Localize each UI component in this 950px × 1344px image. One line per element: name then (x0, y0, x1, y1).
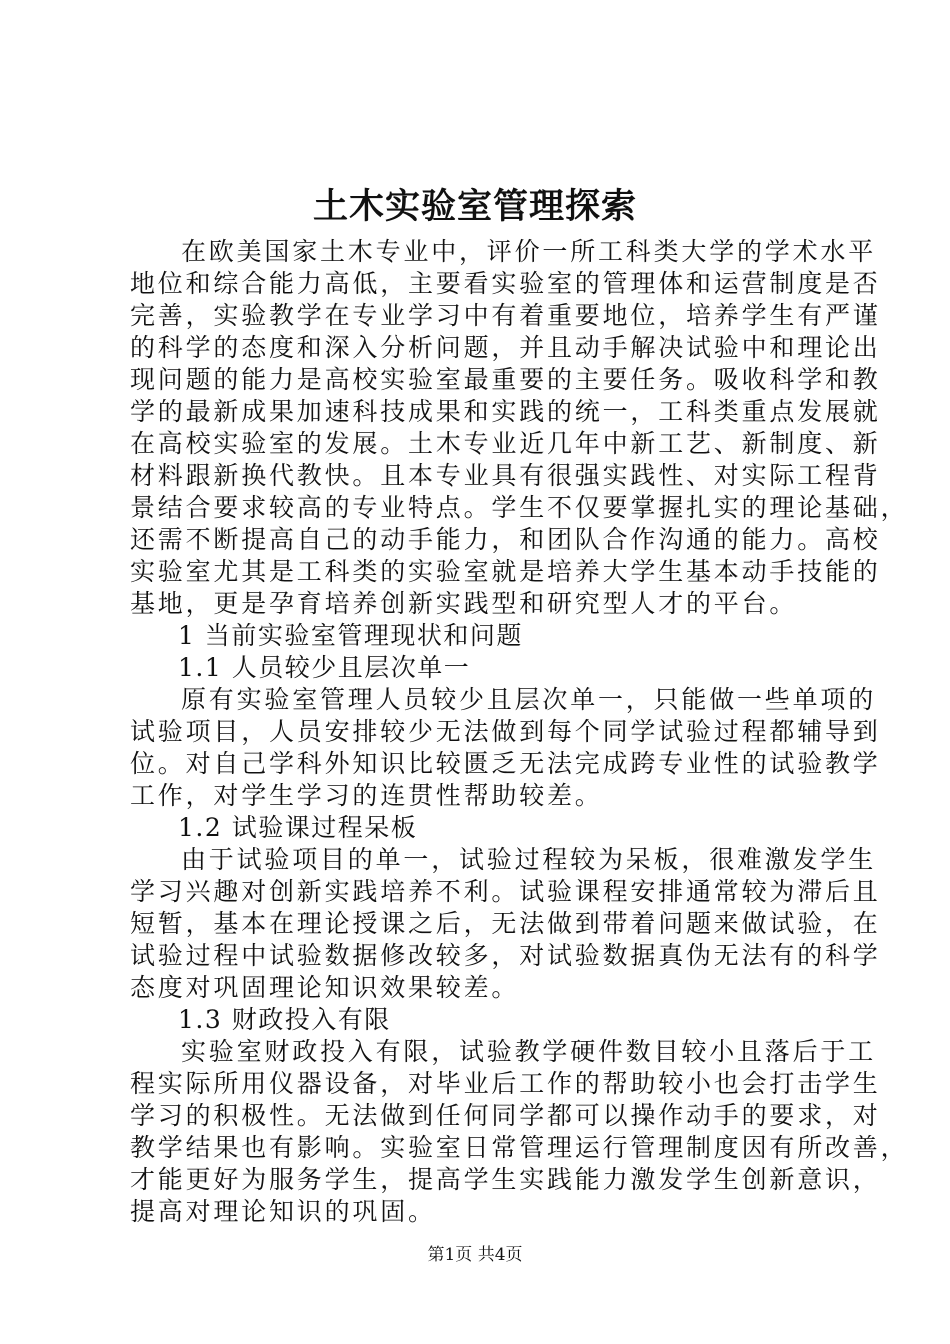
subsection-heading: 1.3 财政投入有限 (178, 1005, 391, 1034)
body-line: 工作，对学生学习的连贯性帮助较差。 (130, 781, 603, 810)
body-line: 实验室财政投入有限，试验教学硬件数目较小且落后于工 (181, 1037, 877, 1066)
body-line: 短暂，基本在理论授课之后，无法做到带着问题来做试验，在 (130, 909, 881, 938)
body-line: 还需不断提高自己的动手能力，和团队合作沟通的能力。高校 (130, 525, 881, 554)
body-line: 景结合要求较高的专业特点。学生不仅要掌握扎实的理论基础， (130, 493, 909, 522)
body-line: 程实际所用仪器设备，对毕业后工作的帮助较小也会打击学生 (130, 1069, 881, 1098)
page-number: 第1页 共4页 (427, 1245, 523, 1265)
body-line: 现问题的能力是高校实验室最重要的主要任务。吸收科学和教 (130, 365, 881, 394)
body-line: 教学结果也有影响。实验室日常管理运行管理制度因有所改善， (130, 1133, 909, 1162)
body-line: 才能更好为服务学生，提高学生实践能力激发学生创新意识， (130, 1165, 881, 1194)
page-title: 土木实验室管理探索 (312, 186, 637, 227)
body-line: 态度对巩固理论知识效果较差。 (130, 973, 520, 1002)
body-line: 在欧美国家土木专业中，评价一所工科类大学的学术水平 (181, 237, 877, 266)
body-line: 学习兴趣对创新实践培养不利。试验课程安排通常较为滞后且 (130, 877, 881, 906)
body-line: 地位和综合能力高低，主要看实验室的管理体和运营制度是否 (130, 269, 881, 298)
body-line: 学的最新成果加速科技成果和实践的统一，工科类重点发展就 (130, 397, 881, 426)
body-line: 试验项目，人员安排较少无法做到每个同学试验过程都辅导到 (130, 717, 881, 746)
body-line: 的科学的态度和深入分析问题，并且动手解决试验中和理论出 (130, 333, 881, 362)
body-line: 由于试验项目的单一，试验过程较为呆板，很难激发学生 (181, 845, 877, 874)
subsection-heading: 1.2 试验课过程呆板 (178, 813, 418, 842)
body-line: 基地，更是孕育培养创新实践型和研究型人才的平台。 (130, 589, 798, 618)
subsection-heading: 1.1 人员较少且层次单一 (178, 653, 471, 682)
section-heading: 1 当前实验室管理现状和问题 (178, 621, 523, 650)
body-line: 提高对理论知识的巩固。 (130, 1197, 436, 1226)
body-line: 实验室尤其是工科类的实验室就是培养大学生基本动手技能的 (130, 557, 881, 586)
body-line: 位。对自己学科外知识比较匮乏无法完成跨专业性的试验教学 (130, 749, 881, 778)
body-line: 学习的积极性。无法做到任何同学都可以操作动手的要求，对 (130, 1101, 881, 1130)
body-line: 材料跟新换代教快。且本专业具有很强实践性、对实际工程背 (130, 461, 881, 490)
body-line: 在高校实验室的发展。土木专业近几年中新工艺、新制度、新 (130, 429, 881, 458)
body-line: 原有实验室管理人员较少且层次单一，只能做一些单项的 (181, 685, 877, 714)
body-line: 试验过程中试验数据修改较多，对试验数据真伪无法有的科学 (130, 941, 881, 970)
body-line: 完善，实验教学在专业学习中有着重要地位，培养学生有严谨 (130, 301, 881, 330)
